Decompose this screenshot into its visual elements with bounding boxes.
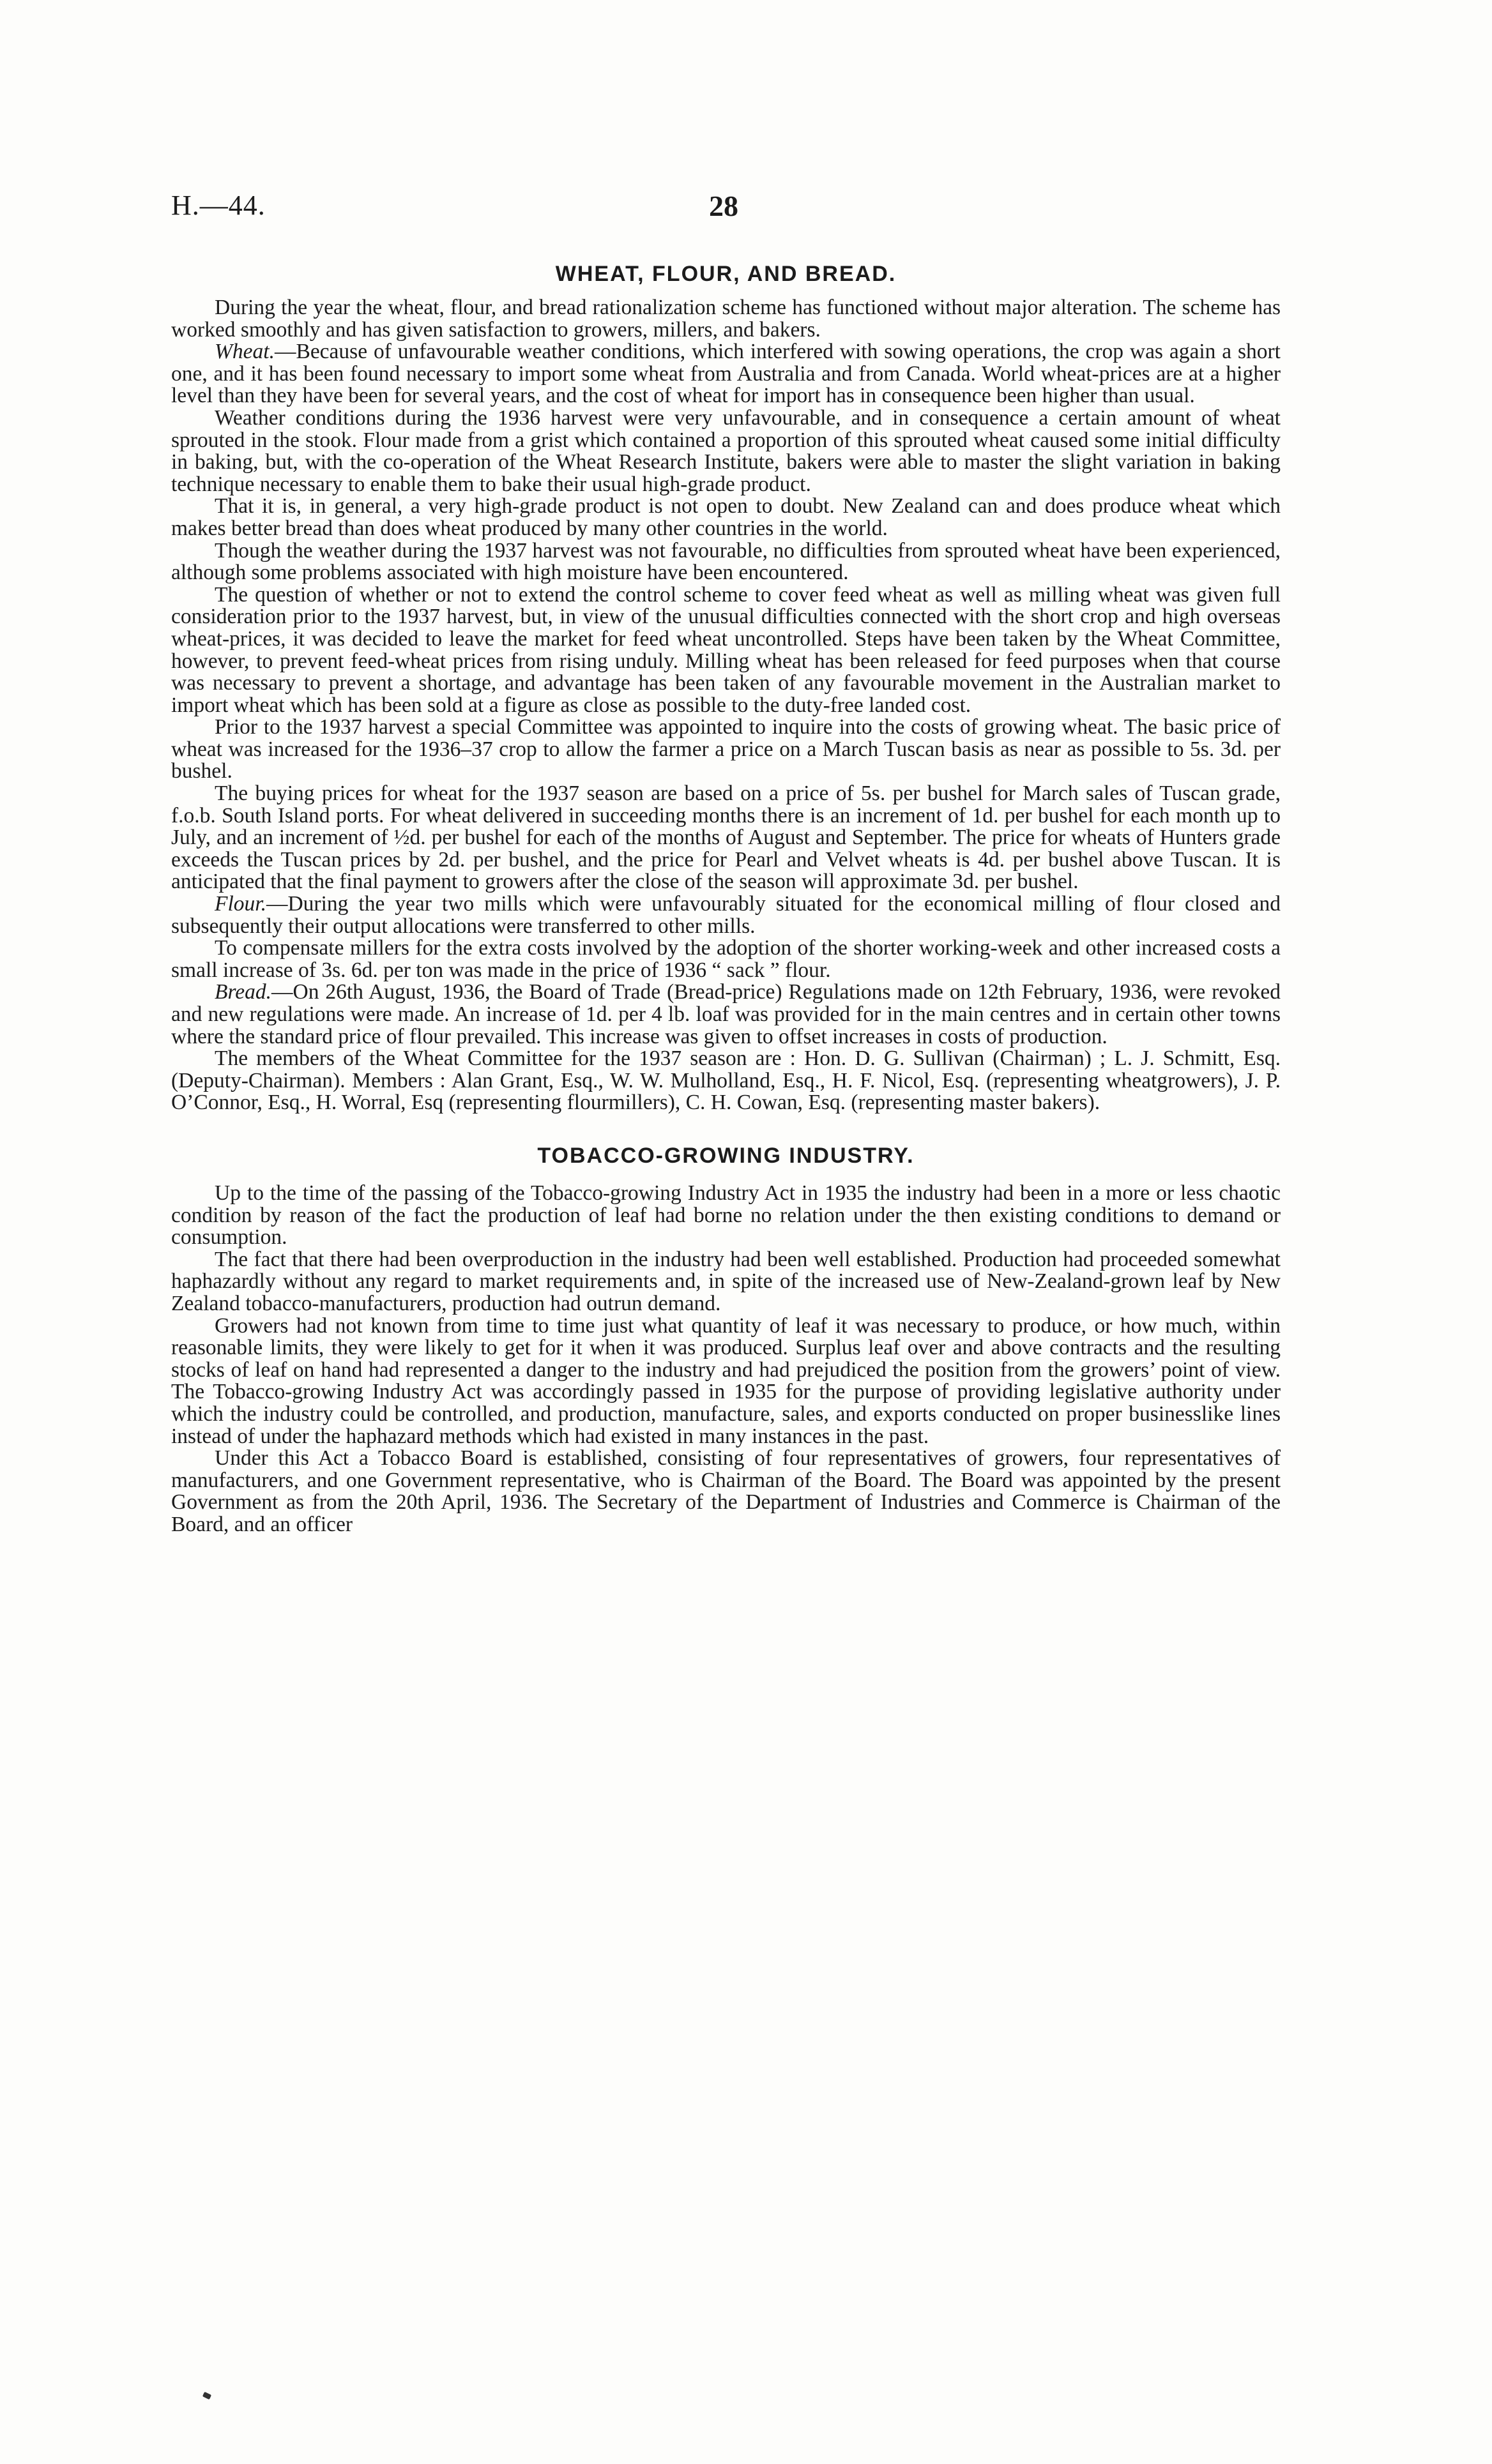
paragraph: That it is, in general, a very high-grade product is not open to doubt. New Zealand can and does produce wheat which makes better bread than does wheat produced by many other countries in the world. bbox=[171, 494, 1281, 540]
paragraph: Wheat.—Because of unfavourable weather conditions, which interfered with sowing operations, the crop was again a short one, and it has been found necessary to import some wheat from Australia and from Canada. World wheat-prices are at a higher level than they have been for several years, and the cost of wheat for import has in consequence been higher than usual. bbox=[171, 340, 1281, 408]
paragraph: Growers had not known from time to time just what quantity of leaf it was necessary to produce, or how much, within reasonable limits, they were likely to get for it when it was produced. Surplus leaf over and above contracts and the resulting stocks of leaf on hand had represented a danger to the industry and had prejudiced the position from the growers’ point of view. The Tobacco-growing Industry Act was accordingly passed in 1935 for the purpose of providing legislative authority under which the industry could be controlled, and production, manufacture, sales, and exports conducted on proper businesslike lines instead of under the haphazard methods which had existed in many instances in the past. bbox=[171, 1313, 1281, 1448]
paragraph: Bread.—On 26th August, 1936, the Board of Trade (Bread-price) Regulations made on 12th February, 1936, were revoked and new regulations were made. An increase of 1d. per 4 lb. loaf was provided for in the main centres and in certain other towns where the standard price of flour prevailed. This increase was given to offset increases in costs of production. bbox=[171, 980, 1281, 1048]
paragraph: Up to the time of the passing of the Tobacco-growing Industry Act in 1935 the industry had been in a more or less chaotic condition by reason of the fact the production of leaf had borne no relation under the then existing conditions to demand or consumption. bbox=[171, 1181, 1281, 1250]
paragraph: The members of the Wheat Committee for the 1937 season are : Hon. D. G. Sullivan (Chairman) ; L. J. Schmitt, Esq. (Deputy-Chairman). Members : Alan Grant, Esq., W. W. Mulholland, Esq., H. F. Nicol, Esq. (representing wheatgrowers), J. P. O’Connor, Esq., H. Worral, Esq (representing flourmillers), C. H. Cowan, Esq. (representing master bakers). bbox=[171, 1047, 1281, 1115]
paragraph: During the year the wheat, flour, and bread rationalization scheme has functioned without major alteration. The scheme has worked smoothly and has given satisfaction to growers, millers, and bakers. bbox=[171, 296, 1281, 342]
paragraph: Though the weather during the 1937 harvest was not favourable, no difficulties from sprouted wheat have been experienced, although some problems associated with high moisture have been encountered. bbox=[171, 538, 1281, 585]
paragraph: The question of whether or not to extend the control scheme to cover feed wheat as well as milling wheat was given full consideration prior to the 1937 harvest, but, in view of the unusual difficulties connected with the short crop and high overseas wheat-prices, it was decided to leave the market for feed wheat uncontrolled. Steps have been taken by the Wheat Committee, however, to prevent feed-wheat prices from rising unduly. Milling wheat has been released for feed purposes when that course was necessary to prevent a shortage, and advantage has been taken of any favourable movement in the Australian market to import wheat which has been sold at a figure as close as possible to the duty-free landed cost. bbox=[171, 582, 1281, 717]
paragraph: The fact that there had been overproduction in the industry had been well established. Production had proceeded somewhat haphazardly without any regard to market requirements and, in spite of the increased use of New-Zealand-grown leaf by New Zealand tobacco-manufacturers, production had outrun demand. bbox=[171, 1247, 1281, 1315]
page-reference: H.—44. bbox=[171, 190, 266, 221]
paragraph: To compensate millers for the extra costs involved by the adoption of the shorter working-week and other increased costs a small increase of 3s. 6d. per ton was made in the price of 1936 “ sack ” flour. bbox=[171, 936, 1281, 982]
paragraph: Under this Act a Tobacco Board is established, consisting of four representatives of growers, four representatives of manufacturers, and one Government representative, who is Chairman of the Board. The Board was appointed by the present Government as from the 20th April, 1936. The Secretary of the Department of Industries and Commerce is Chairman of the Board, and an officer bbox=[171, 1446, 1281, 1536]
paragraph-lead: Flour. bbox=[215, 892, 266, 916]
section-heading-wheat: WHEAT, FLOUR, AND BREAD. bbox=[555, 262, 897, 286]
section-heading-tobacco: TOBACCO-GROWING INDUSTRY. bbox=[537, 1143, 915, 1168]
paragraph: Flour.—During the year two mills which were unfavourably situated for the economical milling of flour closed and subsequently their output allocations were transferred to other mills. bbox=[171, 892, 1281, 938]
page-body bbox=[171, 262, 1281, 1536]
paragraph: Prior to the 1937 harvest a special Committee was appointed to inquire into the costs of growing wheat. The basic price of wheat was increased for the 1936–37 crop to allow the farmer a price on a March Tuscan basis as near as possible to 5s. 3d. per bushel. bbox=[171, 715, 1281, 783]
paragraph: Weather conditions during the 1936 harvest were very unfavourable, and in consequence a certain amount of wheat sprouted in the stook. Flour made from a grist which contained a proportion of this sprouted wheat caused some initial difficulty in baking, but, with the co-operation of the Wheat Research Institute, bakers were able to master the slight variation in baking technique necessary to enable them to bake their usual high-grade product. bbox=[171, 405, 1281, 496]
paragraph: The buying prices for wheat for the 1937 season are based on a price of 5s. per bushel for March sales of Tuscan grade, f.o.b. South Island ports. For wheat delivered in succeeding months there is an increment of 1d. per bushel for each month up to July, and an increment of ½d. per bushel for each of the months of August and September. The price for wheats of Hunters grade exceeds the Tuscan prices by 2d. per bushel, and the price for Pearl and Velvet wheats is 4d. per bushel above Tuscan. It is anticipated that the final payment to growers after the close of the season will approximate 3d. per bushel. bbox=[171, 782, 1281, 894]
paragraph-lead: Bread. bbox=[215, 980, 272, 1004]
paragraph-lead: Wheat. bbox=[215, 340, 275, 364]
ink-speck bbox=[202, 2392, 211, 2400]
page-number: 28 bbox=[709, 190, 738, 222]
